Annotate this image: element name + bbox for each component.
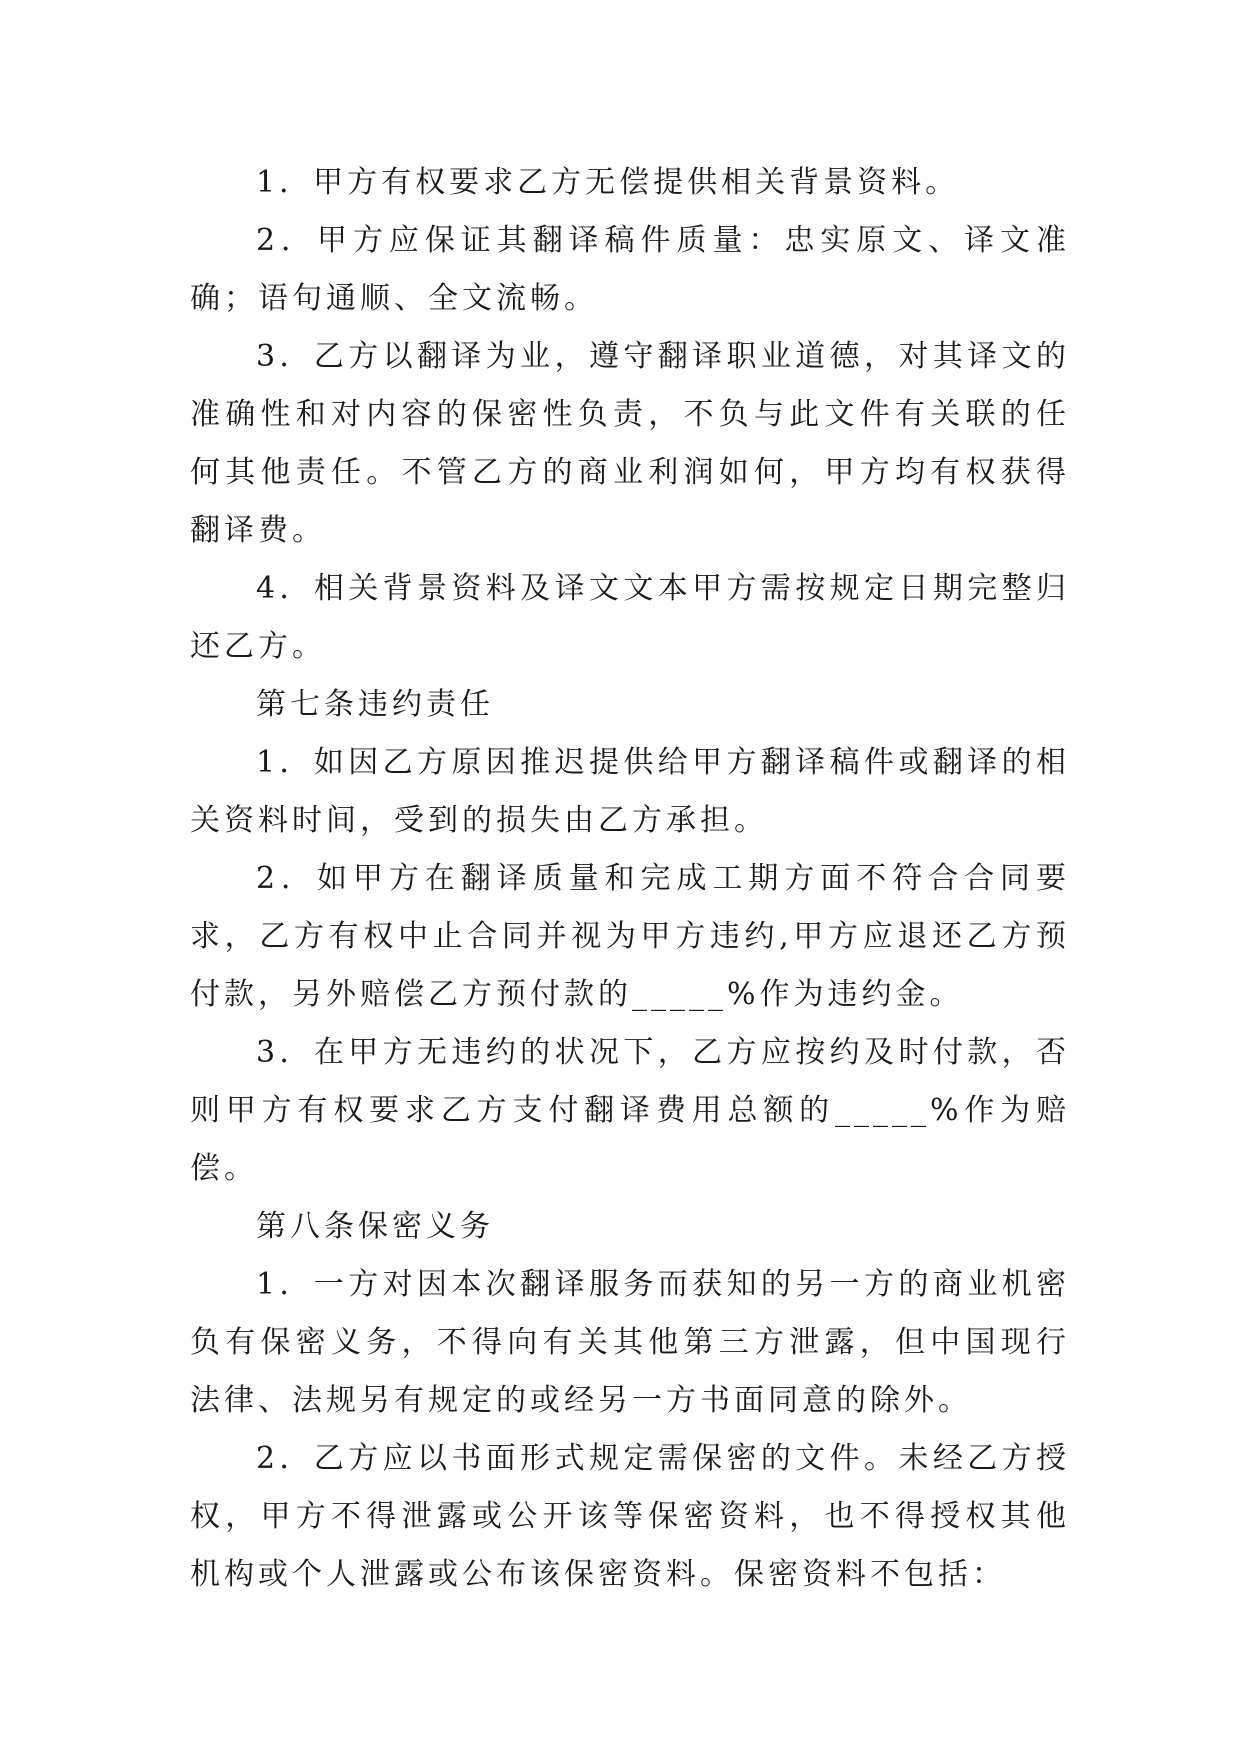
clause-7-item-3: 3．在甲方无违约的状况下，乙方应按约及时付款，否则甲方有权要求乙方支付翻译费用总额的_____%作为赔偿。 <box>190 1035 1070 1186</box>
clause-6-item-4: 4．相关背景资料及译文文本甲方需按规定日期完整归还乙方。 <box>190 571 1070 664</box>
clause-6-item-3: 3．乙方以翻译为业，遵守翻译职业道德，对其译文的准确性和对内容的保密性负责，不负与此文件有关联的任何其他责任。不管乙方的商业利润如何，甲方均有权获得翻译费。 <box>190 339 1070 548</box>
clause-8-item-2: 2．乙方应以书面形式规定需保密的文件。未经乙方授权，甲方不得泄露或公开该等保密资料，也不得授权其他机构或个人泄露或公布该保密资料。保密资料不包括： <box>190 1441 1070 1592</box>
clause-8-heading: 第八条保密义务 <box>256 1209 494 1244</box>
clause-6-item-1: 1．甲方有权要求乙方无偿提供相关背景资料。 <box>256 165 960 200</box>
clause-6-item-2: 2．甲方应保证其翻译稿件质量：忠实原文、译文准确；语句通顺、全文流畅。 <box>190 223 1070 316</box>
clause-8-item-1: 1．一方对因本次翻译服务而获知的另一方的商业机密负有保密义务，不得向有关其他第三方泄露，但中国现行法律、法规另有规定的或经另一方书面同意的除外。 <box>190 1267 1070 1418</box>
document-body <box>190 154 1070 1604</box>
clause-7-item-2: 2．如甲方在翻译质量和完成工期方面不符合合同要求，乙方有权中止合同并视为甲方违约,甲方应退还乙方预付款，另外赔偿乙方预付款的_____%作为违约金。 <box>190 861 1070 1012</box>
clause-7-heading: 第七条违约责任 <box>256 687 494 722</box>
clause-7-item-1: 1．如因乙方原因推迟提供给甲方翻译稿件或翻译的相关资料时间，受到的损失由乙方承担。 <box>190 745 1070 838</box>
